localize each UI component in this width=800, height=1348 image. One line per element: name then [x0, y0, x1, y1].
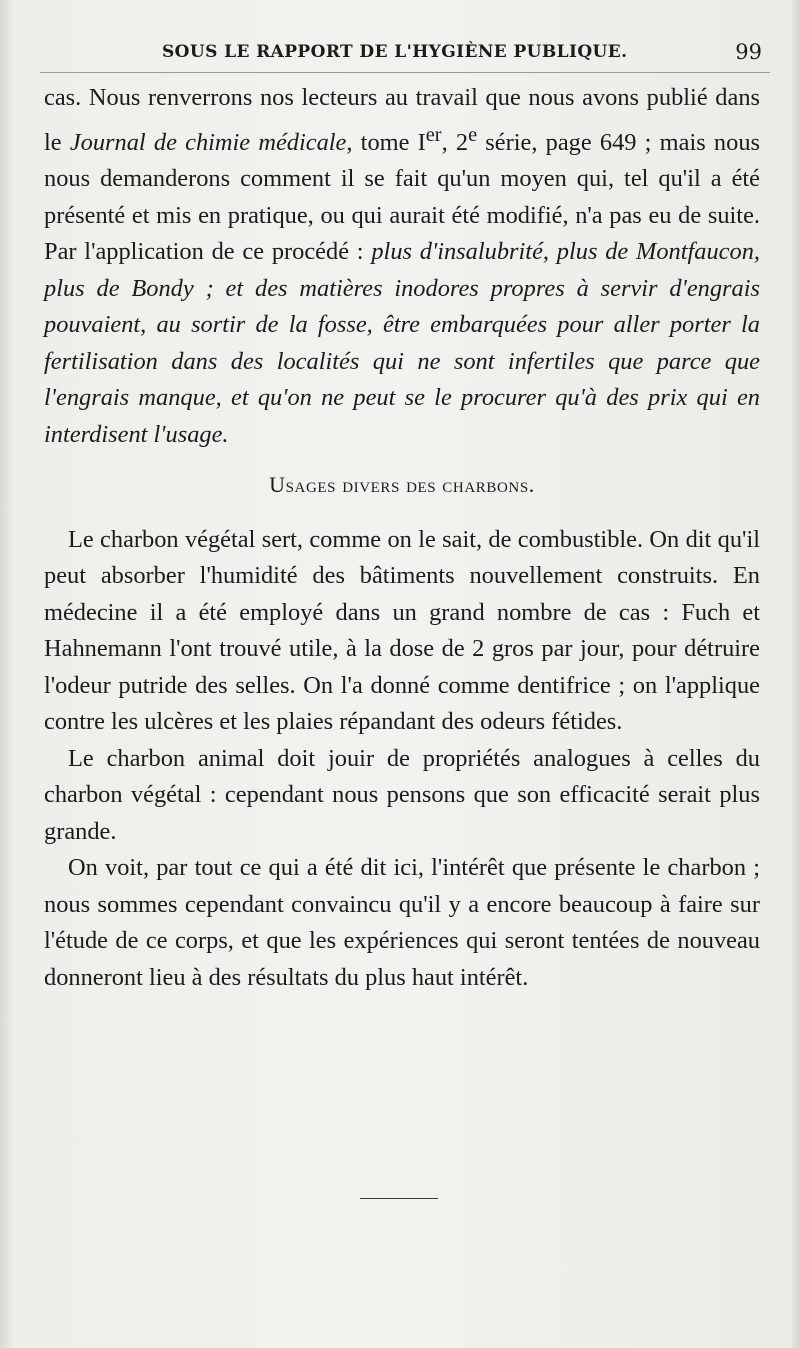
running-head: SOUS LE RAPPORT DE L'HYGIÈNE PUBLIQUE. [162, 42, 628, 62]
section-heading: Usages divers des charbons. [269, 472, 535, 498]
section-separator-rule [360, 1198, 438, 1199]
journal-title: Journal de chimie médicale [69, 128, 347, 156]
page-header [40, 38, 770, 73]
italic-passage: plus d'insalubrité, plus de Montfaucon, plus de Bondy ; et des matières inodores propres à servir d'engrais pouvaient, au sortir de la fosse, être embarquées pour aller porter la fertilisation dans des localités qui ne sont infertiles que parce que l'engrais manque, et qu'on ne peut se le procurer qu'à des prix qui en interdisent l'usage. [44, 238, 760, 448]
paragraph-animal-charcoal: Le charbon animal doit jouir de propriétés analogues à celles du charbon végétal : cependant nous pensons que son efficacité serait plus grande. [44, 744, 760, 845]
paragraph-vegetal-charcoal: Le charbon végétal sert, comme on le sait, de combustible. On dit qu'il peut absorber l'humidité des bâtiments nouvellement construits. En médecine il a été employé dans un grand nombre de cas : Fuch et Hahnemann l'ont trouvé utile, à la dose de 2 gros par jour, pour détruire l'odeur putride des selles. On l'a donné comme dentifrice ; on l'applique contre les ulcères et les plaies répandant des odeurs fétides. [44, 525, 760, 736]
body-text [44, 80, 760, 996]
paragraph-continuation: cas. Nous renverrons nos lecteurs au travail que nous avons publié dans le Journal de chimie médicale, tome Ier, 2e série, page 649 ; mais nous nous demanderons comment il se fait qu'un moyen qui, tel qu'il a été présenté et mis en pratique, ou qui aurait été modifié, n'a pas eu de suite. Par l'application de ce procédé : plus d'insalubrité, plus de Montfaucon, plus de Bondy ; et des matières inodores propres à servir d'engrais pouvaient, au sortir de la fosse, être embarquées pour aller porter la fertilisation dans des localités qui ne sont infertiles que parce que l'engrais manque, et qu'on ne peut se le procurer qu'à des prix qui en interdisent l'usage. [44, 84, 761, 448]
paragraph-conclusion: On voit, par tout ce qui a été dit ici, l'intérêt que présente le charbon ; nous sommes cependant convaincu qu'il y a encore beaucoup à faire sur l'étude de ce corps, et que les expériences qui seront tentées de nouveau donneront lieu à des résultats du plus haut intérêt. [44, 854, 760, 991]
page-number: 99 [735, 40, 762, 64]
